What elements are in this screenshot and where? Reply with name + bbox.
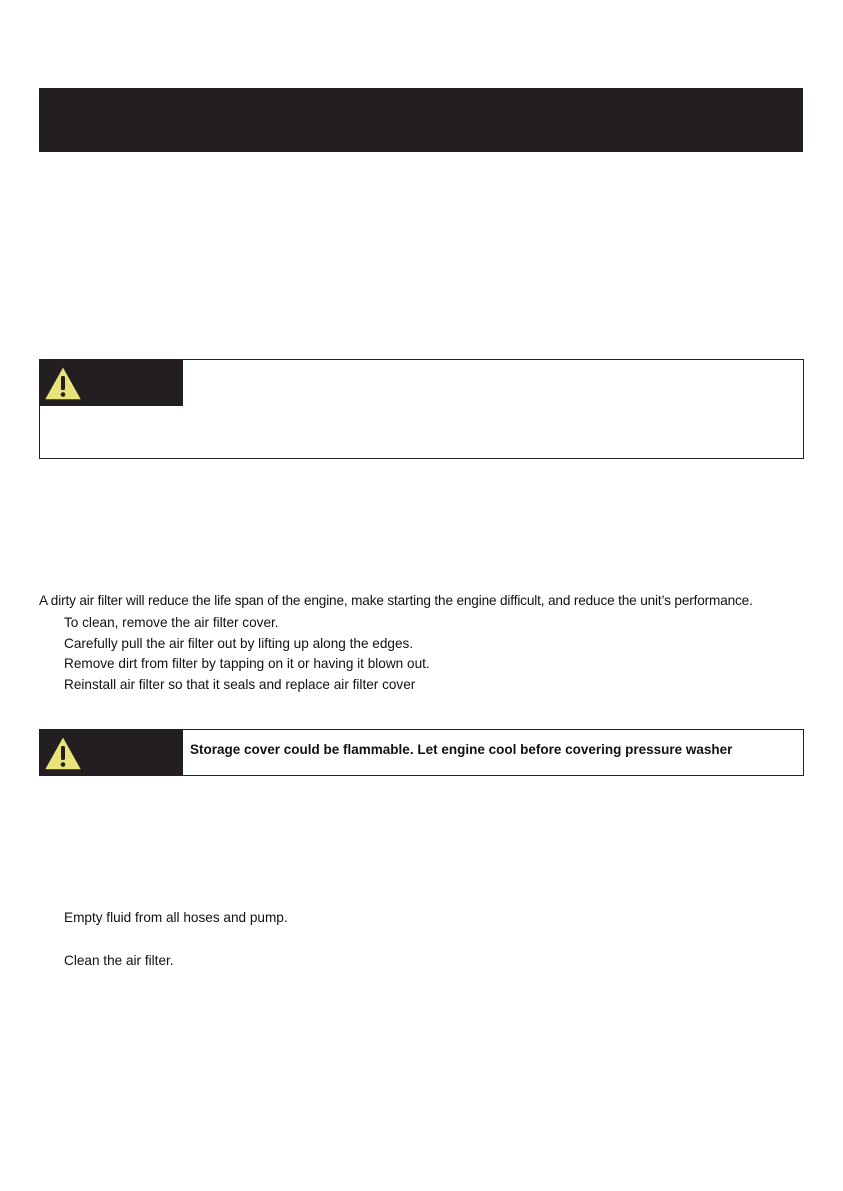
list-item: Carefully pull the air filter out by lifting up along the edges. bbox=[64, 635, 414, 651]
air-filter-intro: A dirty air filter will reduce the life span of the engine, make starting the engine difficult, and reduce the unit’s performance. bbox=[39, 593, 753, 608]
warning-badge bbox=[40, 360, 183, 406]
warning-box-storage bbox=[39, 729, 804, 776]
air-filter-steps bbox=[64, 613, 430, 695]
list-item: Reinstall air filter so that it seals and replace air filter cover bbox=[64, 676, 416, 692]
warning-text: Storage cover could be flammable. Let engine cool before covering pressure washer bbox=[190, 742, 733, 757]
warning-triangle-icon bbox=[42, 733, 84, 773]
list-item: To clean, remove the air filter cover. bbox=[64, 615, 279, 630]
list-item: Remove dirt from filter by tapping on it or having it blown out. bbox=[64, 656, 430, 671]
list-item: Clean the air filter. bbox=[64, 953, 174, 968]
warning-triangle-icon bbox=[42, 363, 84, 403]
list-item: Empty fluid from all hoses and pump. bbox=[64, 910, 288, 925]
storage-steps bbox=[64, 908, 288, 994]
warning-badge bbox=[40, 730, 183, 775]
warning-box-top bbox=[39, 359, 804, 459]
section-header-bar bbox=[39, 88, 803, 152]
